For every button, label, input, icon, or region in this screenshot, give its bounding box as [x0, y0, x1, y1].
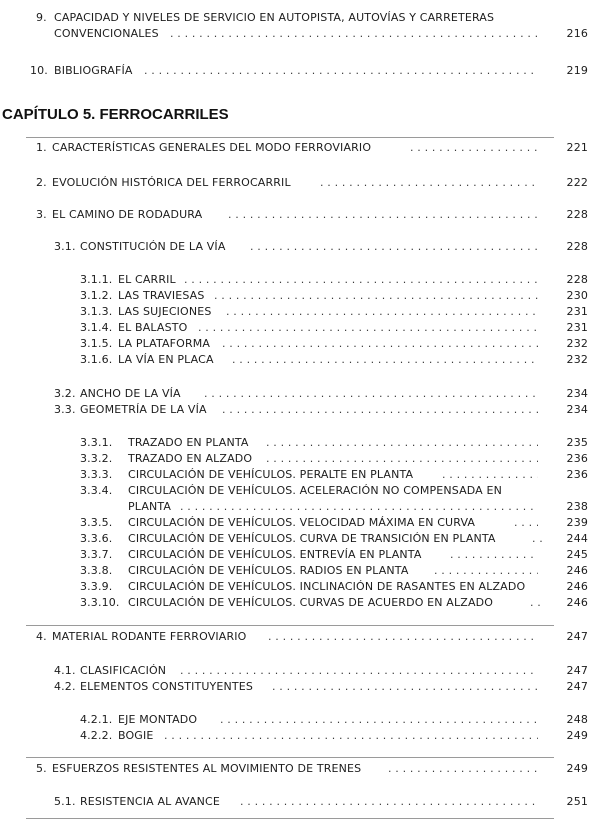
entry-title: ELEMENTOS CONSTITUYENTES: [80, 680, 253, 693]
page-number: 228: [566, 240, 588, 253]
entry-number: 4.2.: [54, 680, 76, 693]
entry-number: 3.3.8.: [80, 564, 113, 577]
entry-number: 5.1.: [54, 795, 76, 808]
entry-title: TRAZADO EN PLANTA: [128, 436, 249, 449]
page-number: 236: [566, 452, 588, 465]
page-number: 216: [566, 27, 588, 40]
toc-entry-1[interactable]: [0, 140, 600, 156]
entry-number: 3.: [36, 208, 47, 221]
entry-number: 5.: [36, 762, 47, 775]
dot-leader: [410, 140, 538, 156]
toc-entry-3-3-3[interactable]: [0, 467, 600, 483]
dot-leader: [272, 679, 538, 695]
entry-title: EJE MONTADO: [118, 713, 198, 726]
dot-leader: [226, 304, 538, 320]
entry-title-continued: CONVENCIONALES: [54, 27, 159, 40]
divider: [26, 818, 554, 819]
entry-title: CIRCULACIÓN DE VEHÍCULOS. RADIOS EN PLANTA: [128, 564, 409, 577]
dot-leader: [268, 629, 538, 645]
entry-title: CIRCULACIÓN DE VEHÍCULOS. ENTREVÍA EN PLANTA: [128, 548, 422, 561]
entry-title: CAPACIDAD Y NIVELES DE SERVICIO EN AUTOPISTA, AUTOVÍAS Y CARRETERAS: [54, 11, 495, 24]
toc-entry-3-1-5[interactable]: [0, 336, 600, 352]
dot-leader: [214, 288, 538, 304]
entry-number: 3.3.6.: [80, 532, 113, 545]
entry-number: 3.1.6.: [80, 353, 113, 366]
page-number: 239: [566, 516, 588, 529]
toc-entry-4-1[interactable]: [0, 663, 600, 679]
dot-leader: [250, 239, 538, 255]
entry-title: CIRCULACIÓN DE VEHÍCULOS. CURVAS DE ACUERDO EN ALZADO: [128, 596, 494, 609]
dot-leader: [180, 499, 538, 515]
entry-number: 3.1.2.: [80, 289, 113, 302]
chapter-title: CAPÍTULO 5. FERROCARRILES: [2, 106, 229, 123]
toc-entry-3-3-10[interactable]: [0, 595, 600, 611]
page-number: 248: [566, 713, 588, 726]
dot-leader: [222, 336, 538, 352]
toc-entry-3-1-1[interactable]: [0, 272, 600, 288]
divider: [26, 625, 554, 626]
toc-entry-9-continued[interactable]: [0, 26, 600, 42]
page-number: 234: [566, 387, 588, 400]
toc-entry-3-2[interactable]: [0, 386, 600, 402]
toc-entry-3-3-8[interactable]: [0, 563, 600, 579]
page-number: 246: [566, 596, 588, 609]
entry-number: 3.3.1.: [80, 436, 113, 449]
entry-title: CLASIFICACIÓN: [80, 664, 167, 677]
entry-title: ESFUERZOS RESISTENTES AL MOVIMIENTO DE TRENES: [52, 762, 362, 775]
toc-entry-4-2[interactable]: [0, 679, 600, 695]
entry-title: TRAZADO EN ALZADO: [128, 452, 253, 465]
page-number: 247: [566, 630, 588, 643]
toc-entry-3-1[interactable]: [0, 239, 600, 255]
entry-number: 3.3.2.: [80, 452, 113, 465]
page-number: 230: [566, 289, 588, 302]
entry-title: RESISTENCIA AL AVANCE: [80, 795, 220, 808]
entry-number: 3.3.4.: [80, 484, 113, 497]
dot-leader: [228, 207, 538, 223]
toc-entry-3[interactable]: [0, 207, 600, 223]
dot-leader: [144, 63, 538, 79]
dot-leader: [240, 794, 538, 810]
toc-entry-3-3[interactable]: [0, 402, 600, 418]
toc-entry-10[interactable]: [0, 63, 600, 79]
dot-leader: [198, 320, 538, 336]
entry-number: 10.: [30, 64, 48, 77]
entry-number: 3.2.: [54, 387, 76, 400]
dot-leader: [320, 175, 538, 191]
toc-entry-3-3-5[interactable]: [0, 515, 600, 531]
entry-number: 2.: [36, 176, 47, 189]
divider: [26, 757, 554, 758]
entry-number: 3.1.: [54, 240, 76, 253]
page-number: 247: [566, 664, 588, 677]
toc-entry-3-1-2[interactable]: [0, 288, 600, 304]
page-number: 228: [566, 273, 588, 286]
toc-entry-4-2-1[interactable]: [0, 712, 600, 728]
entry-title: EL CAMINO DE RODADURA: [52, 208, 203, 221]
entry-title: CIRCULACIÓN DE VEHÍCULOS. CURVA DE TRANSICIÓN EN PLANTA: [128, 532, 496, 545]
page-number: 236: [566, 468, 588, 481]
entry-title: CIRCULACIÓN DE VEHÍCULOS. PERALTE EN PLANTA: [128, 468, 414, 481]
dot-leader: [204, 386, 538, 402]
toc-entry-3-3-4[interactable]: [0, 483, 600, 499]
toc-entry-2[interactable]: [0, 175, 600, 191]
entry-title: EL BALASTO: [118, 321, 188, 334]
page-number: 232: [566, 337, 588, 350]
entry-title: GEOMETRÍA DE LA VÍA: [80, 403, 207, 416]
entry-number: 3.3.9.: [80, 580, 113, 593]
dot-leader: [180, 663, 538, 679]
page-number: 246: [566, 564, 588, 577]
entry-number: 3.3.10.: [80, 596, 120, 609]
dot-leader: [442, 467, 538, 483]
entry-title: CONSTITUCIÓN DE LA VÍA: [80, 240, 226, 253]
entry-title: CIRCULACIÓN DE VEHÍCULOS. INCLINACIÓN DE RASANTES EN ALZADO: [128, 580, 526, 593]
dot-leader: [222, 402, 538, 418]
toc-entry-3-3-7[interactable]: [0, 547, 600, 563]
page-number: 235: [566, 436, 588, 449]
page-number: 231: [566, 321, 588, 334]
entry-title: EL CARRIL: [118, 273, 176, 286]
dot-leader: [388, 761, 538, 777]
entry-title: CIRCULACIÓN DE VEHÍCULOS. ACELERACIÓN NO COMPENSADA EN: [128, 484, 502, 497]
page-number: 245: [566, 548, 588, 561]
entry-number: 3.3.5.: [80, 516, 113, 529]
dot-leader: [434, 563, 538, 579]
toc-entry-3-3-6[interactable]: [0, 531, 600, 547]
entry-number: 1.: [36, 141, 47, 154]
divider: [26, 137, 554, 138]
page-number: 219: [566, 64, 588, 77]
entry-title: MATERIAL RODANTE FERROVIARIO: [52, 630, 247, 643]
entry-number: 4.2.2.: [80, 729, 113, 742]
toc-entry-4[interactable]: [0, 629, 600, 645]
entry-title: CARACTERÍSTICAS GENERALES DEL MODO FERROVIARIO: [52, 141, 372, 154]
toc-entry-5-1[interactable]: [0, 794, 600, 810]
toc-entry-3-1-3[interactable]: [0, 304, 600, 320]
dot-leader: [184, 272, 538, 288]
dot-leader: [266, 435, 538, 451]
entry-number: 4.1.: [54, 664, 76, 677]
entry-title: ANCHO DE LA VÍA: [80, 387, 181, 400]
page-number: 232: [566, 353, 588, 366]
dot-leader: [532, 531, 542, 547]
toc-entry-3-1-6[interactable]: [0, 352, 600, 368]
entry-title: LA VÍA EN PLACA: [118, 353, 214, 366]
entry-title: LAS TRAVIESAS: [118, 289, 205, 302]
entry-title-continued: PLANTA: [128, 500, 172, 513]
entry-number: 3.1.1.: [80, 273, 113, 286]
toc-entry-3-3-1[interactable]: [0, 435, 600, 451]
page-number: 246: [566, 580, 588, 593]
toc-entry-5[interactable]: [0, 761, 600, 777]
dot-leader: [232, 352, 538, 368]
page-number: 222: [566, 176, 588, 189]
entry-number: 3.1.5.: [80, 337, 113, 350]
dot-leader: [450, 547, 538, 563]
dot-leader: [514, 515, 538, 531]
entry-title: EVOLUCIÓN HISTÓRICA DEL FERROCARRIL: [52, 176, 291, 189]
entry-number: 3.3.7.: [80, 548, 113, 561]
page-number: 221: [566, 141, 588, 154]
dot-leader: [220, 712, 538, 728]
toc-entry-9[interactable]: [0, 10, 600, 26]
toc-entry-3-3-9[interactable]: [0, 579, 600, 595]
toc-entry-4-2-2[interactable]: [0, 728, 600, 744]
page-number: 244: [566, 532, 588, 545]
dot-leader: [170, 26, 538, 42]
dot-leader: [266, 451, 538, 467]
entry-title: CIRCULACIÓN DE VEHÍCULOS. VELOCIDAD MÁXIMA EN CURVA: [128, 516, 476, 529]
page-number: 251: [566, 795, 588, 808]
dot-leader: [530, 595, 542, 611]
toc-entry-3-3-4-continued[interactable]: [0, 499, 600, 515]
entry-number: 3.1.3.: [80, 305, 113, 318]
dot-leader: [164, 728, 538, 744]
entry-title: LA PLATAFORMA: [118, 337, 211, 350]
entry-number: 3.3.3.: [80, 468, 113, 481]
entry-number: 3.1.4.: [80, 321, 113, 334]
page-number: 247: [566, 680, 588, 693]
entry-title: LAS SUJECIONES: [118, 305, 212, 318]
page-number: 249: [566, 762, 588, 775]
page-number: 249: [566, 729, 588, 742]
page-number: 238: [566, 500, 588, 513]
entry-number: 4.2.1.: [80, 713, 113, 726]
entry-title: BOGIE: [118, 729, 154, 742]
entry-number: 3.3.: [54, 403, 76, 416]
entry-number: 9.: [36, 11, 47, 24]
page-number: 231: [566, 305, 588, 318]
page-number: 234: [566, 403, 588, 416]
toc-entry-3-1-4[interactable]: [0, 320, 600, 336]
page-number: 228: [566, 208, 588, 221]
toc-entry-3-3-2[interactable]: [0, 451, 600, 467]
entry-title: BIBLIOGRAFÍA: [54, 64, 133, 77]
entry-number: 4.: [36, 630, 47, 643]
